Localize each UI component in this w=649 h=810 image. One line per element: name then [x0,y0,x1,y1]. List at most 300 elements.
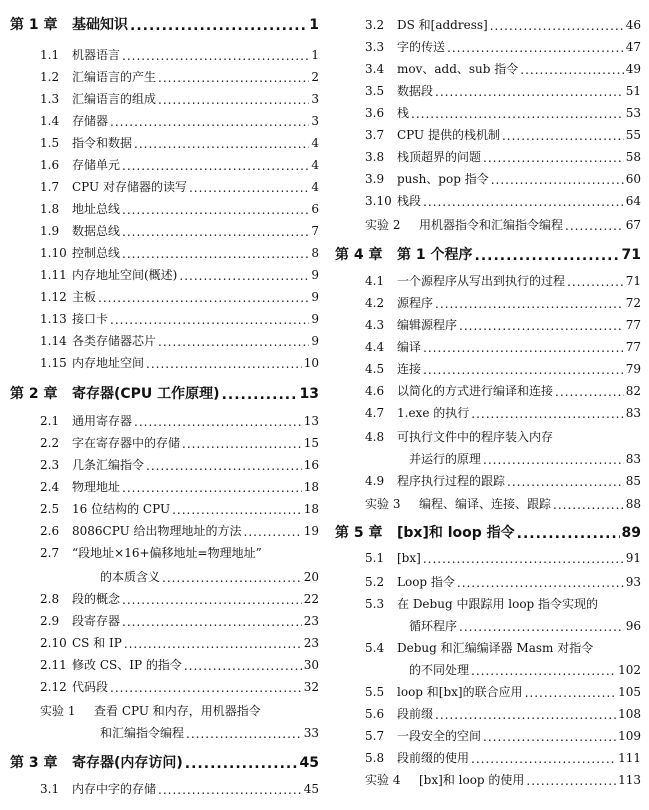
toc-page-number: 111 [618,751,641,765]
toc-section-entry[interactable] [40,678,319,695]
toc-entry-number: 2.7 [40,546,60,560]
toc-page-number: 33 [303,726,319,740]
toc-entry-number: 1.5 [40,136,60,150]
toc-entry-title: CS 和 IP [72,636,122,650]
toc-page-number: 82 [625,384,641,398]
toc-entry-title: 连接 [397,362,422,376]
toc-entry-title: Debug 和汇编编译器 Masm 对指令 [397,641,594,655]
toc-dot-leader [475,248,620,262]
toc-entry-number: 3.2 [365,18,385,32]
toc-entry-number: 1.10 [40,246,67,260]
toc-dot-leader [122,615,302,627]
toc-entry-number: 3.9 [365,172,385,186]
toc-entry-title: 数据段 [397,84,434,98]
toc-page-number: 102 [618,663,641,677]
toc-entry-title: 段前缀 [397,707,434,721]
toc-dot-leader [158,335,309,347]
toc-entry-number: 第 4 章 [335,247,383,263]
toc-entry-continuation[interactable] [100,568,319,585]
toc-entry-number: 2.11 [40,658,67,672]
toc-entry-number: 3.6 [365,106,385,120]
toc-entry-title: Loop 指令 [397,575,455,589]
toc-dot-leader [222,387,298,401]
toc-entry-number: 5.2 [365,575,385,589]
toc-entry-number: 1.6 [40,158,60,172]
toc-entry-title: 和汇编指令编程 [100,726,185,740]
toc-entry-title: 一段安全的空间 [397,729,482,743]
toc-entry-title: push、pop 指令 [397,172,489,186]
toc-page-number: 20 [303,570,319,584]
toc-page-number: 49 [625,62,641,76]
toc-entry-number: 第 1 章 [10,17,58,33]
toc-section-entry[interactable] [365,639,641,656]
toc-entry-number: 4.5 [365,362,385,376]
toc-dot-leader [517,526,620,540]
toc-entry-title: 汇编语言的产生 [72,70,157,84]
toc-page-number: 23 [303,636,319,650]
toc-entry-number: 4.7 [365,406,385,420]
toc-entry-title: 在 Debug 中跟踪用 loop 指令实现的 [397,597,599,611]
toc-entry-title: 以简化的方式进行编译和连接 [397,384,554,398]
toc-section-entry[interactable] [40,200,319,217]
toc-section-entry[interactable] [365,595,641,612]
toc-entry-title: 汇编语言的组成 [72,92,157,106]
toc-dot-leader [555,385,624,397]
toc-lab-entry[interactable] [365,216,641,233]
toc-section-entry[interactable] [40,412,319,429]
toc-page-number: 22 [303,592,319,606]
toc-entry-number: 1.8 [40,202,60,216]
toc-dot-leader [186,727,302,739]
toc-dot-leader [122,203,309,215]
toc-entry-title: 栈 [397,106,410,120]
toc-entry-number: 实验 2 [365,218,401,232]
toc-page-number: 58 [625,150,641,164]
toc-entry-title: 8086CPU 给出物理地址的方法 [72,524,242,538]
toc-section-entry[interactable] [40,244,319,261]
toc-entry-number: 4.8 [365,430,385,444]
toc-page-number: 7 [311,224,319,238]
toc-page-number: 2 [311,70,319,84]
toc-entry-number: 5.7 [365,729,385,743]
toc-entry-number: 2.9 [40,614,60,628]
toc-section-entry[interactable] [365,749,641,766]
toc-entry-title: 内存地址空间(概述) [72,268,178,282]
toc-section-entry[interactable] [40,544,319,561]
toc-dot-leader [122,593,302,605]
toc-entry-continuation[interactable] [100,724,319,741]
toc-entry-number: 3.8 [365,150,385,164]
toc-page-number: 88 [625,497,641,511]
toc-page-number: 4 [311,180,319,194]
toc-entry-number: 2.2 [40,436,60,450]
toc-page-number: 13 [299,386,319,402]
toc-entry-number: 1.9 [40,224,60,238]
toc-page-number: 45 [299,755,319,771]
toc-entry-title: “段地址×16+偏移地址=物理地址” [72,546,262,560]
toc-dot-leader [457,576,624,588]
toc-section-entry[interactable] [40,288,319,305]
toc-dot-leader [520,63,623,75]
toc-page-number: 71 [625,274,641,288]
toc-dot-leader [459,319,624,331]
toc-section-entry[interactable] [40,634,319,651]
toc-dot-leader [122,159,309,171]
toc-dot-leader [124,637,302,649]
toc-chapter-heading[interactable] [10,752,319,772]
toc-page-number: 3 [311,114,319,128]
toc-page-number: 4 [311,158,319,172]
toc-entry-title: 编辑源程序 [397,318,458,332]
toc-entry-number: 实验 1 [40,704,76,718]
toc-section-entry[interactable] [365,683,641,700]
toc-entry-title: 控制总线 [72,246,121,260]
toc-section-entry[interactable] [365,294,641,311]
toc-entry-number: 1.3 [40,92,60,106]
toc-dot-leader [185,756,298,770]
toc-entry-number: 1.11 [40,268,67,282]
toc-entry-title: 寄存器(内存访问) [72,755,183,771]
toc-entry-title: 栈顶超界的问题 [397,150,482,164]
toc-section-entry[interactable] [40,332,319,349]
toc-entry-title: 查看 CPU 和内存，用机器指令 [94,704,261,718]
toc-page-number: 67 [625,218,641,232]
toc-entry-title: 16 位结构的 CPU [72,502,171,516]
toc-entry-title: [bx]和 loop 的使用 [419,773,525,787]
toc-section-entry[interactable] [40,612,319,629]
toc-entry-title: 接口卡 [72,312,109,326]
toc-page-number: 46 [625,18,641,32]
toc-entry-title: 的本质含义 [100,570,161,584]
toc-dot-leader [423,363,624,375]
toc-dot-leader [158,783,302,795]
toc-dot-leader [483,151,624,163]
toc-entry-title: mov、add、sub 指令 [397,62,519,76]
toc-section-entry[interactable] [40,310,319,327]
toc-entry-title: 各类存储器芯片 [72,334,157,348]
toc-entry-number: 1.2 [40,70,60,84]
toc-section-entry[interactable] [365,104,641,121]
toc-dot-leader [158,71,309,83]
toc-entry-title: 段的概念 [72,592,121,606]
toc-entry-title: 主板 [72,290,97,304]
toc-section-entry[interactable] [365,60,641,77]
toc-dot-leader [447,41,624,53]
toc-entry-number: 4.4 [365,340,385,354]
toc-entry-number: 2.4 [40,480,60,494]
toc-section-entry[interactable] [40,456,319,473]
toc-page-number: 9 [311,312,319,326]
toc-page-number: 113 [618,773,641,787]
toc-section-entry[interactable] [365,192,641,209]
toc-entry-number: 2.6 [40,524,60,538]
toc-page-number: 15 [303,436,319,450]
toc-entry-number: 4.9 [365,474,385,488]
toc-page-number: 1 [309,17,319,33]
toc-section-entry[interactable] [40,266,319,283]
toc-section-entry[interactable] [40,68,319,85]
toc-section-entry[interactable] [365,126,641,143]
toc-page-number: 9 [311,334,319,348]
toc-section-entry[interactable] [365,82,641,99]
toc-dot-leader [110,313,309,325]
toc-section-entry[interactable] [40,522,319,539]
toc-dot-leader [423,552,624,564]
toc-dot-leader [553,498,624,510]
toc-dot-leader [526,774,616,786]
toc-entry-number: 2.12 [40,680,67,694]
toc-dot-leader [471,752,616,764]
toc-section-entry[interactable] [40,500,319,517]
toc-section-entry[interactable] [40,90,319,107]
toc-dot-leader [146,459,302,471]
toc-entry-title: 一个源程序从写出到执行的过程 [397,274,566,288]
toc-dot-leader [471,664,616,676]
toc-entry-title: 寄存器(CPU 工作原理) [72,386,220,402]
toc-entry-title: 物理地址 [72,480,121,494]
toc-page-number: 53 [625,106,641,120]
toc-entry-number: 3.3 [365,40,385,54]
toc-dot-leader [565,219,624,231]
toc-page-number: 16 [303,458,319,472]
toc-page-number: 32 [303,680,319,694]
toc-section-entry[interactable] [40,354,319,371]
toc-entry-title: [bx] [397,551,421,565]
toc-entry-title: 字的传送 [397,40,446,54]
toc-page-number: 72 [625,296,641,310]
toc-entry-title: 用机器指令和汇编指令编程 [419,218,564,232]
toc-entry-number: 3.1 [40,782,60,796]
toc-section-entry[interactable] [365,472,641,489]
toc-entry-title: 源程序 [397,296,434,310]
toc-page-number: 30 [303,658,319,672]
toc-entry-title: 的不同处理 [409,663,470,677]
toc-entry-number: 2.8 [40,592,60,606]
toc-page-number: 105 [618,685,641,699]
toc-entry-number: 5.4 [365,641,385,655]
toc-dot-leader [435,708,616,720]
toc-section-entry[interactable] [40,112,319,129]
toc-entry-number: 3.5 [365,84,385,98]
toc-entry-title: 程序执行过程的跟踪 [397,474,506,488]
toc-dot-leader [244,525,302,537]
toc-dot-leader [184,659,302,671]
toc-entry-title: 代码段 [72,680,109,694]
toc-dot-leader [172,503,302,515]
toc-dot-leader [158,93,309,105]
toc-entry-number: 第 5 章 [335,525,383,541]
toc-page-number: 64 [625,194,641,208]
toc-entry-title: 基础知识 [72,17,128,33]
toc-entry-number: 2.1 [40,414,60,428]
toc-entry-title: 数据总线 [72,224,121,238]
toc-dot-leader [490,19,624,31]
toc-dot-leader [134,415,302,427]
toc-page-number: 89 [621,525,641,541]
toc-entry-title: 段寄存器 [72,614,121,628]
toc-entry-number: 1.12 [40,290,67,304]
toc-entry-title: 编程、编译、连接、跟踪 [419,497,552,511]
toc-entry-title: 内存中字的存储 [72,782,157,796]
toc-entry-number: 2.5 [40,502,60,516]
toc-entry-number: 第 3 章 [10,755,58,771]
toc-page-number: 83 [625,452,641,466]
toc-entry-continuation[interactable] [409,617,641,634]
toc-page-number: 8 [311,246,319,260]
toc-section-entry[interactable] [40,478,319,495]
toc-entry-number: 5.8 [365,751,385,765]
toc-dot-leader [435,85,624,97]
toc-entry-number: 5.5 [365,685,385,699]
toc-chapter-heading[interactable] [10,383,319,403]
toc-section-entry[interactable] [40,656,319,673]
toc-entry-number: 1.14 [40,334,67,348]
toc-entry-number: 实验 4 [365,773,401,787]
toc-entry-title: 机器语言 [72,48,121,62]
toc-entry-title: 并运行的原理 [409,452,482,466]
toc-entry-title: 存储单元 [72,158,121,172]
toc-entry-number: 第 2 章 [10,386,58,402]
toc-section-entry[interactable] [365,573,641,590]
toc-entry-number: 5.1 [365,551,385,565]
toc-entry-title: 存储器 [72,114,109,128]
toc-section-entry[interactable] [365,404,641,421]
toc-chapter-heading[interactable] [335,522,641,542]
toc-entry-title: [bx]和 loop 指令 [397,525,515,541]
toc-page-number: 85 [625,474,641,488]
toc-section-entry[interactable] [365,338,641,355]
toc-entry-number: 4.6 [365,384,385,398]
toc-page-number: 83 [625,406,641,420]
toc-entry-title: loop 和[bx]的联合应用 [397,685,523,699]
toc-entry-number: 1.7 [40,180,60,194]
toc-entry-title: 内存地址空间 [72,356,145,370]
toc-dot-leader [98,291,309,303]
toc-dot-leader [179,269,309,281]
toc-dot-leader [471,407,623,419]
toc-dot-leader [146,357,302,369]
toc-dot-leader [459,620,624,632]
toc-entry-number: 5.6 [365,707,385,721]
toc-entry-number: 1.13 [40,312,67,326]
toc-section-entry[interactable] [365,360,641,377]
toc-section-entry[interactable] [365,316,641,333]
toc-section-entry[interactable] [365,148,641,165]
toc-entry-number: 3.7 [365,128,385,142]
toc-page-number: 9 [311,268,319,282]
toc-entry-number: 1.1 [40,48,60,62]
toc-lab-entry[interactable] [365,771,641,788]
toc-section-entry[interactable] [40,222,319,239]
toc-entry-continuation[interactable] [409,450,641,467]
toc-page-number: 10 [303,356,319,370]
toc-entry-title: 通用寄存器 [72,414,133,428]
toc-entry-number: 4.1 [365,274,385,288]
toc-entry-number: 实验 3 [365,497,401,511]
toc-dot-leader [134,137,309,149]
toc-entry-title: 指令和数据 [72,136,133,150]
toc-section-entry[interactable] [365,551,641,565]
toc-page-number: 1 [311,48,319,62]
toc-page-number: 55 [625,128,641,142]
toc-dot-leader [435,297,624,309]
toc-section-entry[interactable] [365,382,641,399]
toc-page-number: 9 [311,290,319,304]
toc-dot-leader [507,475,624,487]
toc-section-entry[interactable] [365,705,641,722]
toc-entry-number: 3.10 [365,194,392,208]
toc-dot-leader [122,225,309,237]
toc-dot-leader [162,571,302,583]
toc-section-entry[interactable] [40,434,319,451]
toc-entry-title: 编译 [397,340,422,354]
toc-dot-leader [122,49,309,61]
toc-section-entry[interactable] [365,170,641,187]
toc-entry-title: 修改 CS、IP 的指令 [72,658,182,672]
toc-chapter-heading[interactable] [10,14,319,34]
toc-entry-continuation[interactable] [409,661,641,678]
toc-section-entry[interactable] [365,38,641,55]
toc-page-number: 79 [625,362,641,376]
toc-page-number: 45 [303,782,319,796]
toc-page-number: 51 [625,84,641,98]
toc-dot-leader [122,247,309,259]
toc-section-entry[interactable] [365,16,641,33]
toc-entry-title: 几条汇编指令 [72,458,145,472]
toc-section-entry[interactable] [40,134,319,151]
toc-entry-title: 段前缀的使用 [397,751,470,765]
toc-section-entry[interactable] [365,272,641,289]
toc-dot-leader [502,129,624,141]
toc-dot-leader [110,681,302,693]
toc-page-number: 108 [618,707,641,721]
toc-dot-leader [483,730,616,742]
toc-section-entry[interactable] [40,780,319,797]
toc-section-entry[interactable] [40,46,319,63]
toc-dot-leader [182,437,302,449]
toc-entry-title: 循环程序 [409,619,458,633]
toc-entry-number: 1.4 [40,114,60,128]
toc-page-number: 60 [625,172,641,186]
toc-dot-leader [411,107,624,119]
toc-chapter-heading[interactable] [335,244,641,264]
toc-page-number: 91 [625,551,641,565]
toc-section-entry[interactable] [40,590,319,607]
toc-entry-number: 4.3 [365,318,385,332]
toc-entry-number: 4.2 [365,296,385,310]
toc-entry-title: CPU 提供的栈机制 [397,128,500,142]
toc-dot-leader [525,686,616,698]
toc-entry-title: 第 1 个程序 [397,247,473,263]
toc-section-entry[interactable] [365,727,641,744]
toc-page-number: 6 [311,202,319,216]
toc-page-number: 93 [625,575,641,589]
toc-dot-leader [110,115,309,127]
toc-page-number: 4 [311,136,319,150]
toc-entry-title: 栈段 [397,194,422,208]
toc-lab-entry[interactable] [40,702,319,719]
toc-section-entry[interactable] [40,156,319,173]
toc-section-entry[interactable] [365,428,641,445]
toc-entry-title: 地址总线 [72,202,121,216]
toc-lab-entry[interactable] [365,495,641,512]
toc-entry-title: 1.exe 的执行 [397,406,470,420]
toc-section-entry[interactable] [40,178,319,195]
toc-dot-leader [423,341,624,353]
toc-page-number: 47 [625,40,641,54]
toc-page-number: 19 [303,524,319,538]
toc-page-number: 18 [303,502,319,516]
